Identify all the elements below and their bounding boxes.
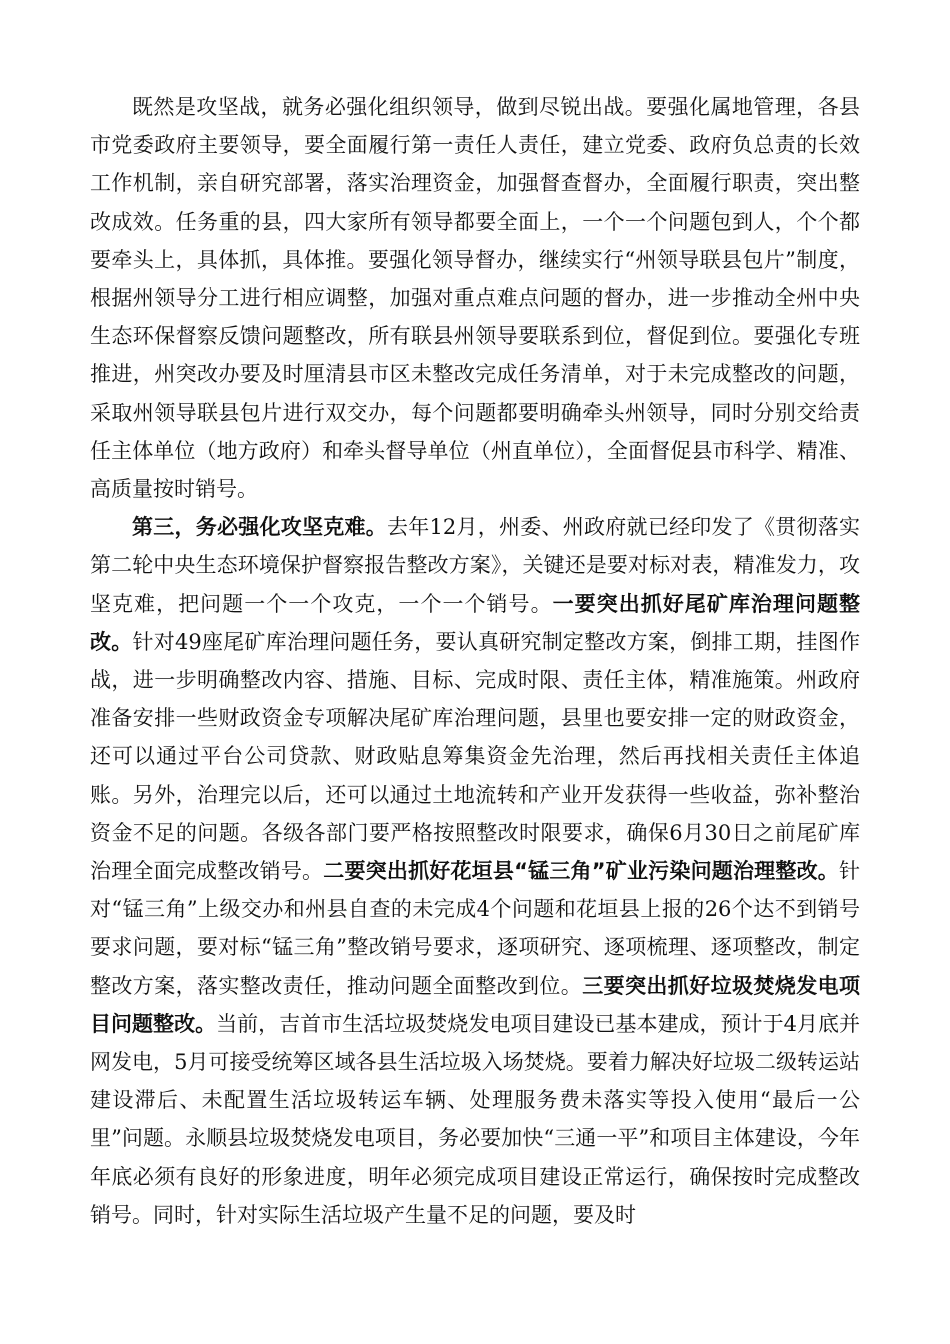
paragraph-tackle-difficulties [90, 508, 860, 1234]
point-title-incineration: 三要突出抓好垃圾焚烧发电项目问题整改。 [90, 973, 861, 1036]
point-title-manganese: 二要突出抓好花垣县“锰三角”矿业污染问题治理整改。 [323, 859, 839, 884]
point-title-tailings: 一要突出抓好尾矿库治理问题整改。 [90, 591, 861, 654]
section-intro-text: 去年12月，州委、州政府就已经印发了《贯彻落实第二轮中央生态环境保护督察报告整改方案》，关键还是要对标对表，精准发力，攻坚克难，把问题一个一个攻克，一个一个销号。 [90, 515, 860, 616]
paragraph-organization-leadership: 既然是攻坚战，就务必强化组织领导，做到尽锐出战。要强化属地管理，各县市党委政府主要领导，要全面履行第一责任人责任，建立党委、政府负总责的长效工作机制，亲自研究部署，落实治理资金，加强督查督办，全面履行职责，突出整改成效。任务重的县，四大家所有领导都要全面上，一个一个问题包到人，个个都要牵头上，具体抓，具体推。要强化领导督办，继续实行“州领导联县包片”制度，根据州领导分工进行相应调整，加强对重点难点问题的督办，进一步推动全州中央生态环保督察反馈问题整改，所有联县州领导要联系到位，督促到位。要强化专班推进，州突改办要及时厘清县市区未整改完成任务清单，对于未完成整改的问题，采取州领导联县包片进行双交办，每个问题都要明确牵头州领导，同时分别交给责任主体单位（地方政府）和牵头督导单位（州直单位），全面督促县市科学、精准、高质量按时销号。 [90, 95, 860, 502]
section-heading-third: 第三，务必强化攻坚克难。 [132, 515, 388, 540]
point-text-manganese: 针对“锰三角”上级交办和州县自查的未完成4个问题和花垣县上报的26个达不到销号要求问题，要对标“锰三角”整改销号要求，逐项研究、逐项梳理、逐项整改，制定整改方案，落实整改责任，推动问题全面整改到位。 [90, 859, 860, 998]
point-text-tailings: 针对49座尾矿库治理问题任务，要认真研究制定整改方案，倒排工期，挂图作战，进一步明确整改内容、措施、目标、完成时限、责任主体，精准施策。州政府准备安排一些财政资金专项解决尾矿库治理问题，县里也要安排一定的财政资金，还可以通过平台公司贷款、财政贴息筹集资金先治理，然后再找相关责任主体追账。另外，治理完以后，还可以通过土地流转和产业开发获得一些收益，弥补整治资金不足的问题。各级各部门要严格按照整改时限要求，确保6月30日之前尾矿库治理全面完成整改销号。 [90, 629, 861, 884]
point-text-incineration: 当前，吉首市生活垃圾焚烧发电项目建设已基本建成，预计于4月底并网发电，5月可接受统筹区域各县生活垃圾入场焚烧。要着力解决好垃圾二级转运站建设滞后、未配置生活垃圾转运车辆、处理服务费未落实等投入使用“最后一公里”问题。永顺县垃圾焚烧发电项目，务必要加快“三通一平”和项目主体建设，今年年底必须有良好的形象进度，明年必须完成项目建设正常运行，确保按时完成整改销号。同时，针对实际生活垃圾产生量不足的问题，要及时 [90, 1011, 861, 1227]
document-page [90, 88, 860, 1234]
